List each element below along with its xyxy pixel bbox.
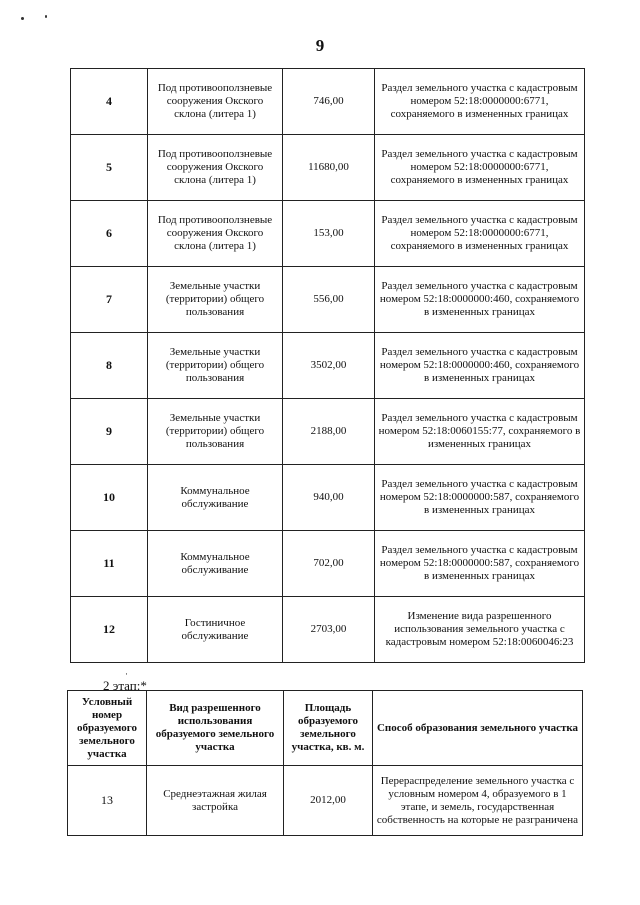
formation-method-cell: Раздел земельного участка с кадастровым номером 52:18:0000000:6771, сохраняемого в измененных границах — [375, 69, 585, 135]
header-parcel-number: Условный номер образуемого земельного участка — [68, 691, 147, 766]
permitted-use-cell: Под противооползневые сооружения Окского склона (литера 1) — [148, 69, 283, 135]
parcel-number-cell: 13 — [68, 766, 147, 836]
parcel-number-cell: 10 — [71, 465, 148, 531]
area-cell: 2188,00 — [283, 399, 375, 465]
area-cell: 2703,00 — [283, 597, 375, 663]
parcel-number-cell: 4 — [71, 69, 148, 135]
table-row — [71, 597, 585, 663]
scan-speck — [21, 17, 24, 20]
table-row — [68, 766, 583, 836]
stage1-table-body — [71, 69, 585, 663]
formation-method-cell: Раздел земельного участка с кадастровым номером 52:18:0060155:77, сохраняемого в измененных границах — [375, 399, 585, 465]
area-cell: 556,00 — [283, 267, 375, 333]
table-row — [71, 333, 585, 399]
area-cell: 2012,00 — [284, 766, 373, 836]
parcel-number-cell: 12 — [71, 597, 148, 663]
table-row — [71, 531, 585, 597]
formation-method-cell: Раздел земельного участка с кадастровым номером 52:18:0000000:587, сохраняемого в измененных границах — [375, 465, 585, 531]
table-row — [71, 135, 585, 201]
permitted-use-cell: Среднеэтажная жилая застройка — [147, 766, 284, 836]
stage1-table — [70, 68, 585, 663]
page-number: 9 — [315, 36, 325, 55]
table-row — [71, 465, 585, 531]
table-row — [71, 69, 585, 135]
area-cell: 940,00 — [283, 465, 375, 531]
area-cell: 3502,00 — [283, 333, 375, 399]
parcel-number-cell: 5 — [71, 135, 148, 201]
stage2-table-body — [68, 766, 583, 836]
stage2-label: 2 этап:* — [103, 678, 147, 693]
table-row — [71, 399, 585, 465]
area-cell: 746,00 — [283, 69, 375, 135]
stage2-table — [67, 690, 583, 836]
area-cell: 153,00 — [283, 201, 375, 267]
stage2-table-head — [68, 691, 583, 766]
permitted-use-cell: Гостиничное обслуживание — [148, 597, 283, 663]
scan-dot: · — [125, 669, 128, 679]
table-header-row — [68, 691, 583, 766]
table-row — [71, 201, 585, 267]
formation-method-cell: Раздел земельного участка с кадастровым номером 52:18:0000000:587, сохраняемого в измененных границах — [375, 531, 585, 597]
permitted-use-cell: Коммунальное обслуживание — [148, 465, 283, 531]
table-row — [71, 267, 585, 333]
parcel-number-cell: 8 — [71, 333, 148, 399]
permitted-use-cell: Коммунальное обслуживание — [148, 531, 283, 597]
formation-method-cell: Раздел земельного участка с кадастровым номером 52:18:0000000:460, сохраняемого в измененных границах — [375, 333, 585, 399]
formation-method-cell: Перераспределение земельного участка с условным номером 4, образуемого в 1 этапе, и земель, государственная собственность на которые не разграничена — [373, 766, 583, 836]
area-cell: 11680,00 — [283, 135, 375, 201]
header-area: Площадь образуемого земельного участка, кв. м. — [284, 691, 373, 766]
permitted-use-cell: Под противооползневые сооружения Окского склона (литера 1) — [148, 201, 283, 267]
permitted-use-cell: Под противооползневые сооружения Окского склона (литера 1) — [148, 135, 283, 201]
permitted-use-cell: Земельные участки (территории) общего пользования — [148, 267, 283, 333]
scan-speck — [45, 15, 47, 18]
area-cell: 702,00 — [283, 531, 375, 597]
parcel-number-cell: 6 — [71, 201, 148, 267]
formation-method-cell: Раздел земельного участка с кадастровым номером 52:18:0000000:460, сохраняемого в измененных границах — [375, 267, 585, 333]
parcel-number-cell: 7 — [71, 267, 148, 333]
formation-method-cell: Раздел земельного участка с кадастровым номером 52:18:0000000:6771, сохраняемого в измененных границах — [375, 201, 585, 267]
parcel-number-cell: 11 — [71, 531, 148, 597]
header-formation-method: Способ образования земельного участка — [373, 691, 583, 766]
permitted-use-cell: Земельные участки (территории) общего пользования — [148, 333, 283, 399]
permitted-use-cell: Земельные участки (территории) общего пользования — [148, 399, 283, 465]
header-permitted-use: Вид разрешенного использования образуемого земельного участка — [147, 691, 284, 766]
formation-method-cell: Изменение вида разрешенного использования земельного участка с кадастровым номером 52:18:0060046:23 — [375, 597, 585, 663]
formation-method-cell: Раздел земельного участка с кадастровым номером 52:18:0000000:6771, сохраняемого в измененных границах — [375, 135, 585, 201]
parcel-number-cell: 9 — [71, 399, 148, 465]
